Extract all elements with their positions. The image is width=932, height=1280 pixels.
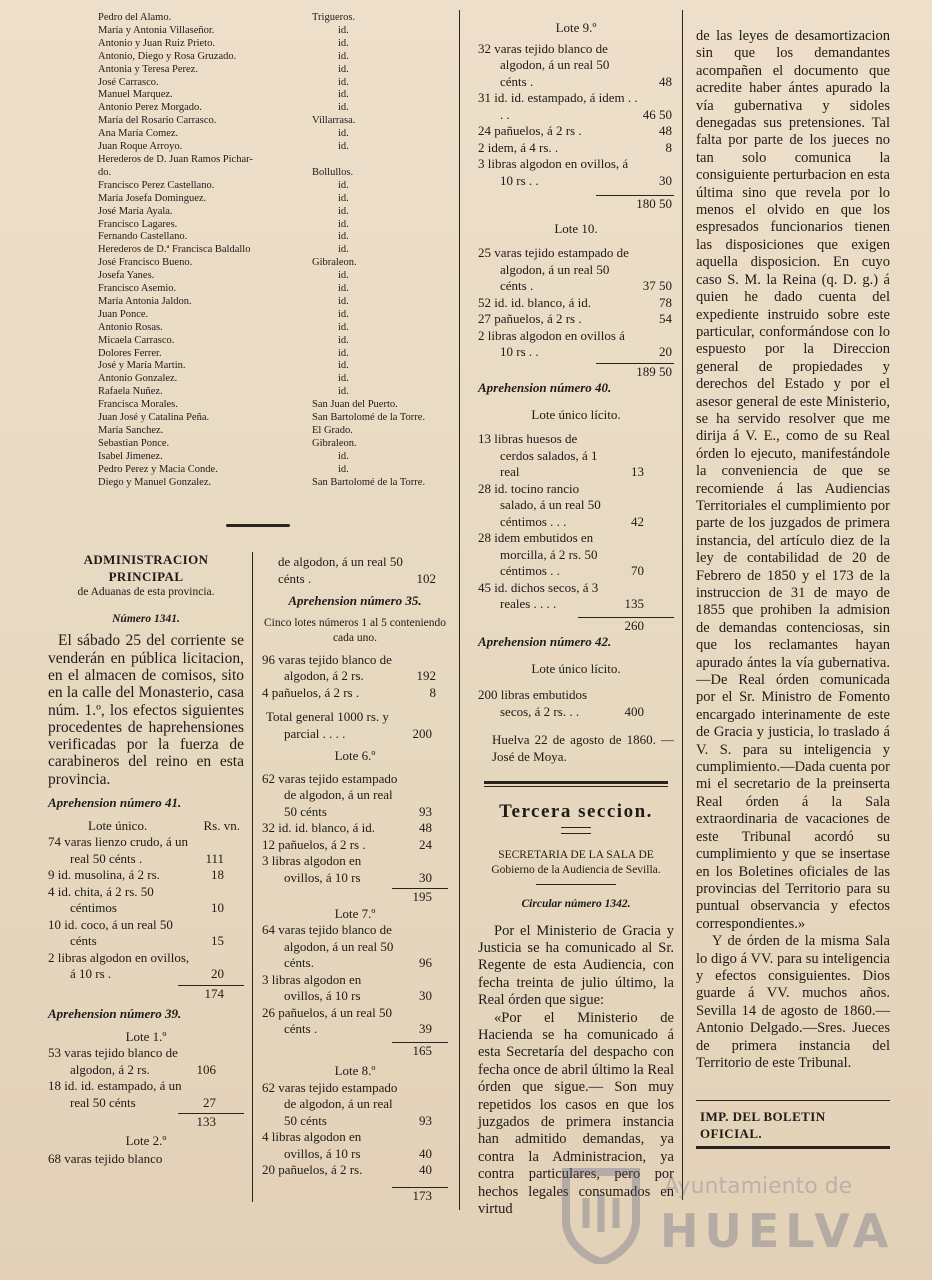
lote2-first-item: 68 varas tejido blanco [48, 1151, 163, 1167]
item-value: 93 [419, 1112, 432, 1128]
list-item [98, 412, 458, 425]
lote10-label: Lote 10. [554, 220, 598, 236]
watermark-main-text: HUELVA [660, 1204, 895, 1258]
person-name: Pedro Perez y Macia Conde. [98, 463, 218, 475]
item-value: 30 [659, 172, 672, 188]
list-item [98, 115, 458, 128]
item-value: 46 50 [642, 106, 672, 122]
list-item [98, 38, 458, 51]
person-name: Manuel Marquez. [98, 89, 173, 101]
item-text: 74 varas lienzo crudo, á un real 50 cénts . [48, 834, 189, 866]
person-name: Micaela Carrasco. [98, 334, 175, 346]
adm-heading: ADMINISTRACION PRINCIPAL [83, 552, 209, 584]
list-item [98, 193, 458, 206]
total-general-label: Total general 1000 rs. y parcial . . . . [266, 709, 389, 741]
short-rule [536, 884, 616, 885]
items-aprehension35 [262, 652, 448, 702]
item-value: 8 [429, 684, 436, 700]
items-lote7 [262, 922, 448, 1038]
total41: 174 [178, 985, 244, 1003]
item-text: 31 id. id. estampado, á idem . . . . [478, 90, 638, 122]
list-item [98, 335, 458, 348]
item-row [48, 1045, 244, 1078]
lote1-label: Lote 1.º [125, 1028, 167, 1044]
place-name: id. [338, 347, 349, 359]
person-name: Antonio y Juan Ruiz Prieto. [98, 37, 215, 49]
place-name: Gibraleon. [312, 437, 357, 449]
person-name: María Antonia Jaldon. [98, 295, 192, 307]
place-name: Villarrasa. [312, 115, 356, 127]
item-text: 4 pañuelos, á 2 rs . [262, 684, 360, 700]
place-name: id. [338, 37, 349, 49]
person-name: María Sanchez. [98, 425, 164, 436]
lote-unico-licito2: Lote único lícito. [531, 660, 621, 676]
circular-body-p2: «Por el Ministerio de Hacienda se ha comunicado á esta Secretaría del despacho con fecha once de abril último la Real órden que sigue.— Son muy repetidos los casos en que los juzgados de primera instancia han admitido demandas, ya contra la Administracion, ya contra particulares, pero por hechos legales consumados en virtud [478, 1009, 674, 1218]
total-lote7: 165 [392, 1042, 448, 1060]
column-rule [682, 10, 683, 1200]
place-name: id. [338, 360, 349, 372]
place-name: id. [338, 128, 349, 140]
place-name: id. [338, 76, 349, 88]
imprint: IMP. DEL BOLETIN OFICIAL. [700, 1109, 826, 1141]
list-item [98, 12, 458, 25]
total-general-val: 200 [412, 725, 432, 741]
item-value: 192 [416, 668, 436, 684]
total-lote1: 133 [178, 1113, 244, 1131]
list-item [98, 89, 458, 102]
list-item [98, 451, 458, 464]
person-name: Antonia y Teresa Perez. [98, 63, 198, 75]
item-text: 12 pañuelos, á 2 rs . [262, 836, 366, 852]
ornament-divider [226, 524, 290, 527]
place-name: id. [338, 218, 349, 230]
person-name: do. [98, 166, 112, 178]
item-row [478, 687, 674, 720]
person-name: José Francisco Bueno. [98, 257, 193, 269]
item-text: 62 varas tejido estampado de algodon, á un real 50 cénts [262, 1079, 398, 1128]
adm-body: El sábado 25 del corriente se venderán en pública licitacion, en el almacen de comisos, sito en la calle del Monasterio, casa núm. 1.º, los efectos siguientes procedentes de haprehensiones verificadas por la fuerza de carabineros del reino en esta provincia. [48, 632, 244, 788]
place-name: San Bartolomé de la Torre. [312, 412, 426, 424]
place-name: id. [338, 450, 349, 462]
lote6-label: Lote 6.º [334, 748, 376, 764]
item-value: 20 [659, 344, 672, 359]
items-aprehension40 [478, 431, 674, 613]
item-row [262, 1005, 448, 1038]
item-value: 42 [631, 513, 644, 529]
item-row [262, 853, 448, 886]
watermark-top-text: Ayuntamiento de [664, 1174, 853, 1199]
items-lote8 [262, 1080, 448, 1179]
adm-number: Número 1341. [112, 613, 180, 626]
person-name: Fernando Castellano. [98, 231, 188, 243]
item-row [478, 580, 674, 613]
secretaria-heading: SECRETARIA DE LA SALA DE Gobierno de la Audiencia de Sevilla. [491, 849, 661, 877]
item-text: 32 varas tejido blanco de algodon, á un real 50 cénts . [478, 40, 610, 89]
item-value: 10 [211, 900, 224, 916]
total-lote8: 173 [392, 1187, 448, 1205]
item-row [48, 1078, 244, 1111]
place-name: id. [338, 89, 349, 101]
item-text: 200 libras embutidos secos, á 2 rs. . . [478, 687, 588, 719]
list-item [98, 464, 458, 477]
double-rule-thin [484, 786, 668, 787]
item-value: 39 [419, 1021, 432, 1037]
items-lote10 [478, 245, 674, 361]
item-text: 4 libras algodon en ovillos, á 10 rs [262, 1129, 362, 1161]
place-name: id. [338, 386, 349, 398]
place-name: id. [338, 334, 349, 346]
item-value: 13 [631, 464, 644, 479]
list-item [98, 373, 458, 386]
person-name: Antonio Rosas. [98, 321, 163, 333]
list-item [98, 167, 458, 180]
item-value: 30 [419, 988, 432, 1004]
item-row [478, 328, 674, 361]
item-text: 28 idem embutidos en morcilla, á 2 rs. 50 céntimos . . [478, 530, 598, 578]
place-name: id. [338, 102, 349, 114]
item-text: 18 id. id. estampado, á un real 50 cénts [48, 1078, 182, 1110]
list-item [98, 244, 458, 257]
place-name: id. [338, 463, 349, 475]
item-text: 2 libras algodon en ovillos, á 10 rs . [48, 949, 190, 982]
item-row [48, 917, 244, 950]
person-name: Herederos de D. Juan Ramos Pichar- [98, 153, 253, 165]
list-item [98, 77, 458, 90]
list-item [98, 296, 458, 309]
person-name: Diego y Manuel Gonzalez. [98, 476, 212, 488]
item-text: 4 id. chita, á 2 rs. 50 céntimos [48, 883, 154, 916]
item-value: 20 [211, 966, 224, 982]
item-row [478, 311, 674, 328]
items-lote6 [262, 771, 448, 887]
list-item [98, 219, 458, 232]
place-name: San Juan del Puerto. [312, 399, 398, 411]
col4-body: de las leyes de desamortizacion sin que los demandantes acompañen el documento que acredite haber ántes apurado la vía gubernativa y sidoles denegadas sus pretensiones. Tal falta por parte de los jueces no tan solo comunica la consiguiente perturbacion en esta última sino que revela por lo menos el olvido en que los espresados funcionarios tienen las disposiciones que exigen aquella disposicion. En cuyo caso S. M. la Reina (q. D. g.) á quien he dado cuenta del expediente instruido sobre este particular, conformándose con lo espuesto por la Direccion general de propiedades y derechos del Estado y por el asesor general de este Ministerio, se ha servido resolver que me dirija á V. E., como de su Real órden lo ejecuto, manifestándole la conveniencia de que se recomiende á las Audiencias Territoriales el cumplimiento por parte de los juzgados de primera instancia, del artículo diez de la ley de contabilidad de 20 de Febrero de 1850 y el 173 de la instruccion de 31 de mayo de 1855 que prohiben la admision de demandas contenciosas, sin que los reclamantes hayan apurado ántes la vía gubernativa.—De Real órden comunicada por el Sr. Ministro de Fomento encargado interinamente de este de Gracia y justicia, lo traslado á V. S. para su inteligencia y cumplimiento.—Dada cuenta por mi el secretario de la preinserta Real órden á la Sala extraordinaria de vacaciones de este Tribunal acordó su cumplimiento y que se insertase en los Boletines oficiales de las provincias del Territorio para su puntual observancia y efectos correspondientes.» [696, 28, 890, 932]
lote2-label: Lote 2.º [125, 1132, 167, 1148]
total40: 260 [578, 617, 674, 635]
signature: Huelva 22 de agosto de 1860. —José de Moya. [492, 732, 674, 764]
item-text: 3 libras algodon en ovillos, á 10 rs [262, 853, 362, 885]
item-text: 62 varas tejido estampado de algodon, á un real 50 cénts [262, 770, 398, 819]
item-text: 27 pañuelos, á 2 rs . [478, 311, 582, 326]
double-rule [484, 781, 668, 784]
item-value: 15 [211, 933, 224, 949]
list-item [98, 360, 458, 373]
lote-unico-licito: Lote único lícito. [531, 406, 621, 422]
place-name: Gibraleon. [312, 257, 357, 269]
items-lote1 [48, 1045, 244, 1111]
item-row [262, 771, 448, 821]
tercera-seccion-title: Tercera seccion. [499, 801, 653, 822]
place-name: Bollullos. [312, 166, 354, 178]
place-name: id. [338, 231, 349, 243]
item-text: 3 libras algodon en ovillos, á 10 rs [262, 971, 362, 1004]
rsvn-label: Rs. vn. [203, 817, 240, 833]
person-name: Rafaela Nuñez. [98, 386, 163, 398]
col2 [262, 554, 448, 1204]
shield-icon [556, 1168, 646, 1264]
item-text: 53 varas tejido blanco de algodon, á 2 rs. [48, 1045, 178, 1077]
place-name: id. [338, 205, 349, 217]
item-text: 24 pañuelos, á 2 rs . [478, 123, 582, 138]
total-lote10: 189 50 [596, 363, 674, 381]
place-name: San Bartolomé de la Torre. [312, 476, 426, 488]
item-value: 111 [205, 850, 224, 866]
list-item [98, 102, 458, 115]
person-name: Herederos de D.ª Francisca Baldallo [98, 244, 251, 256]
person-name: Juan Roque Arroyo. [98, 141, 183, 153]
col4 [696, 28, 890, 1149]
imprint-rule-top [696, 1100, 890, 1101]
person-name: Sebastian Ponce. [98, 437, 170, 449]
item-value: 40 [419, 1145, 432, 1161]
column-rule [252, 552, 253, 1202]
place-name: id. [338, 50, 349, 62]
item-text: 45 id. dichos secos, á 3 reales . . . . [478, 579, 599, 611]
item-value: 54 [659, 311, 672, 326]
person-name: María y Antonia Villaseñor. [98, 24, 215, 36]
title-ornament [561, 827, 591, 834]
list-item [98, 438, 458, 451]
list-item [98, 283, 458, 296]
item-text: 32 id. id. blanco, á id. [262, 820, 376, 836]
item-text: 3 libras algodon en ovillos, á 10 rs . . [478, 156, 629, 188]
huelva-watermark [556, 1168, 895, 1264]
list-item [98, 257, 458, 270]
place-name: id. [338, 24, 349, 36]
list-item [98, 51, 458, 64]
person-name: Antonio, Diego y Rosa Gruzado. [98, 50, 237, 62]
circular-number: Circular número 1342. [521, 898, 631, 911]
item-value: 78 [659, 294, 672, 310]
person-name: Francisca Morales. [98, 399, 178, 411]
item-row [478, 90, 674, 123]
item-text: 10 id. coco, á un real 50 cénts [48, 916, 173, 949]
list-item [98, 25, 458, 38]
item-text: 13 libras huesos de cerdos salados, á 1 real [478, 431, 598, 479]
place-name: id. [338, 373, 349, 385]
person-name: Josefa Yanes. [98, 270, 155, 282]
person-name: Antonio Gonzalez. [98, 373, 178, 385]
person-name: José Carrasco. [98, 76, 159, 88]
person-name: Francisco Asemio. [98, 283, 177, 295]
aprehension35-intro: Cinco lotes números 1 al 5 conteniendo cada uno. [263, 616, 447, 644]
list-item [98, 154, 458, 167]
col3 [478, 20, 674, 1219]
place-name: Trigueros. [312, 12, 356, 23]
aprehension41-heading: Aprehension número 41. [48, 795, 182, 811]
item-value: 93 [419, 803, 432, 819]
person-name: Ana María Comez. [98, 128, 179, 140]
aprehension40-heading: Aprehension número 40. [478, 380, 612, 395]
aprehension39-heading: Aprehension número 39. [48, 1006, 182, 1022]
item-row [478, 140, 674, 157]
item-value: 40 [419, 1162, 432, 1178]
place-name: id. [338, 283, 349, 295]
lote-unico-label: Lote único. [88, 817, 148, 833]
place-name: id. [338, 192, 349, 204]
list-item [98, 180, 458, 193]
person-name: Francisco Lagares. [98, 218, 178, 230]
adm-section [48, 552, 244, 1168]
item-value: 8 [665, 139, 672, 155]
item-row [262, 972, 448, 1005]
imprint-rule-bottom [696, 1146, 890, 1149]
list-item [98, 399, 458, 412]
person-name: José y María Martin. [98, 360, 186, 372]
item-row [262, 652, 448, 685]
item-row [478, 295, 674, 312]
person-name: María Josefa Dominguez. [98, 192, 207, 204]
item-row [478, 530, 674, 580]
item-value: 27 [203, 1094, 216, 1110]
lote7-label: Lote 7.º [334, 905, 376, 921]
person-name: Juan Ponce. [98, 308, 149, 320]
item-value: 37 50 [642, 278, 672, 293]
list-item [98, 348, 458, 361]
items-aprehension41 [48, 834, 244, 983]
lote8-label: Lote 8.º [334, 1063, 376, 1079]
list-item [98, 386, 458, 399]
item-row [478, 431, 674, 481]
item-row [262, 820, 448, 837]
place-name: El Grado. [312, 425, 353, 436]
item-row [262, 922, 448, 972]
item-row [48, 867, 244, 884]
list-item [98, 231, 458, 244]
place-name: id. [338, 295, 349, 307]
item-text: 26 pañuelos, á un real 50 cénts . [262, 1004, 392, 1037]
aprehension42-heading: Aprehension número 42. [478, 634, 612, 649]
place-name: id. [338, 321, 349, 333]
item-row [478, 245, 674, 295]
person-name: Antonio Perez Morgado. [98, 102, 202, 114]
item-row [262, 1080, 448, 1130]
col2-cont-text: de algodon, á un real 50 cénts . [278, 554, 403, 586]
list-item [98, 206, 458, 219]
place-name: id. [338, 270, 349, 282]
person-name: Dolores Ferrer. [98, 347, 162, 359]
circular-body-p1: Por el Ministerio de Gracia y Justicia se ha comunicado al Sr. Regente de esta Audiencia, con fecha treinta de julio último, la Real órden que sigue: [478, 922, 674, 1009]
col2-cont-val: 102 [416, 570, 436, 586]
item-value: 135 [624, 596, 644, 611]
item-row [48, 834, 244, 867]
item-row [262, 1162, 448, 1179]
place-name: id. [338, 244, 349, 256]
person-name: Pedro del Alamo. [98, 12, 172, 23]
aprehension35-heading: Aprehension número 35. [288, 593, 422, 608]
column-rule [459, 10, 460, 1210]
item-row [478, 41, 674, 91]
list-item [98, 64, 458, 77]
list-item [98, 322, 458, 335]
item-text: 9 id. musolina, á 2 rs. [48, 867, 160, 883]
names-list [98, 12, 458, 490]
item-value: 106 [196, 1061, 216, 1077]
list-item [98, 128, 458, 141]
item-text: 25 varas tejido estampado de algodon, á un real 50 cénts . [478, 245, 629, 293]
item-value: 30 [419, 869, 432, 885]
person-name: Juan José y Catalina Peña. [98, 412, 210, 424]
place-name: id. [338, 308, 349, 320]
person-name: Francisco Perez Castellano. [98, 179, 215, 191]
place-name: id. [338, 179, 349, 191]
item-value: 24 [419, 836, 432, 852]
person-name: Isabel Jimenez. [98, 450, 163, 462]
place-name: id. [338, 141, 349, 153]
total-lote9: 180 50 [596, 195, 674, 213]
adm-subheading: de Aduanas de esta provincia. [77, 586, 215, 598]
lote9-label: Lote 9.º [555, 20, 597, 35]
list-item [98, 309, 458, 322]
items-lote9 [478, 41, 674, 190]
item-row [262, 837, 448, 854]
list-item [98, 141, 458, 154]
item-text: 2 idem, á 4 rs. . [478, 139, 559, 155]
item-value: 70 [631, 563, 644, 578]
item-value: 96 [419, 955, 432, 971]
item-text: 64 varas tejido blanco de algodon, á un real 50 cénts. [262, 922, 394, 971]
item-row [262, 685, 448, 702]
col4-closing: Y de órden de la misma Sala lo digo á VV. para su inteligencia y efectos consiguientes. Dios guarde á VV. muchos años. Sevilla 14 de agosto de 1860.—Antonio Delgado.—Sres. Jueces de primera instancia del Territorio de este Tribunal. [696, 933, 890, 1071]
item-value: 400 [624, 703, 644, 719]
list-item [98, 270, 458, 283]
place-name: id. [338, 63, 349, 75]
item-row [478, 481, 674, 531]
item-text: 52 id. id. blanco, á id. [478, 294, 592, 310]
item-value: 48 [419, 820, 432, 836]
item-row [478, 156, 674, 189]
person-name: María del Rosario Carrasco. [98, 115, 217, 127]
item-row [478, 123, 674, 140]
list-item [98, 477, 458, 490]
total-lote6: 195 [392, 888, 448, 906]
item-text: 28 id. tocino rancio salado, á un real 50 céntimos . . . [478, 480, 601, 529]
item-value: 48 [659, 123, 672, 138]
item-row [262, 1129, 448, 1162]
items-aprehension42 [478, 687, 674, 720]
item-row [48, 950, 244, 983]
person-name: José María Ayala. [98, 205, 173, 217]
item-text: 96 varas tejido blanco de algodon, á 2 rs. [262, 651, 392, 684]
item-text: 20 pañuelos, á 2 rs. [262, 1162, 363, 1178]
item-value: 48 [659, 73, 672, 89]
list-item [98, 425, 458, 438]
item-text: 2 libras algodon en ovillos á 10 rs . . [478, 327, 625, 359]
item-value: 18 [211, 867, 224, 883]
item-row [48, 884, 244, 917]
